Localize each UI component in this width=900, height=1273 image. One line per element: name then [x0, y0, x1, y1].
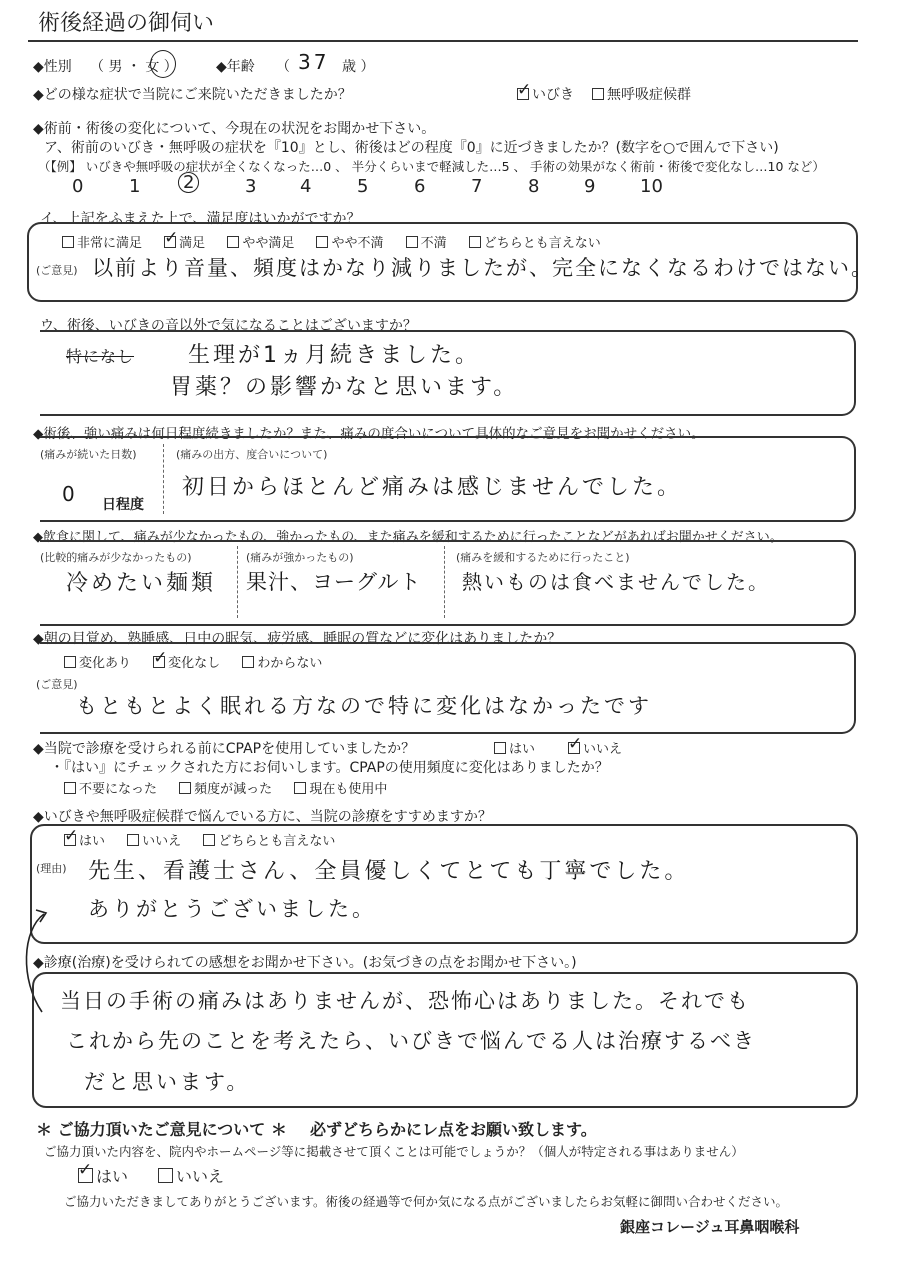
- title-underline: [28, 40, 858, 42]
- sleep-question: ◆朝の目覚め、熟睡感、日中の眠気、疲労感、睡眠の質などに変化はありましたか？: [33, 631, 562, 647]
- option-yes[interactable]: ✓はい: [64, 834, 105, 849]
- checkbox-checked[interactable]: [517, 88, 529, 100]
- scale-8[interactable]: 8: [528, 176, 540, 197]
- option-neither[interactable]: どちらとも言えない: [469, 236, 601, 251]
- scale-9[interactable]: 9: [584, 176, 596, 197]
- food-col1-label: (比較的痛みが少なかったもの): [40, 551, 192, 564]
- footer-note-1: ＊ ご協力頂いたご意見について ＊: [36, 1120, 287, 1139]
- change-example: （【例】 いびきや無呼吸の症状が全くなくなった…0 、 半分くらいまで軽減した…5 、 手術の効果がなく術前・術後で変化なし…10 など）: [38, 159, 825, 174]
- option-label: いびき: [532, 87, 574, 103]
- other-struck-text: 特になし: [66, 347, 135, 366]
- sleep-options: [64, 652, 340, 671]
- scale-1[interactable]: 1: [129, 176, 141, 197]
- option-neither[interactable]: どちらとも言えない: [203, 834, 335, 849]
- pain-degree-label: (痛みの出方、度合いについて): [176, 448, 328, 461]
- option-changed[interactable]: 変化あり: [64, 656, 131, 671]
- symptom-question: ◆どの様な症状で当院にご来院いただきましたか？: [33, 87, 352, 103]
- satisfaction-comment[interactable]: 以前より音量、頻度はかなり減りましたが、完全になくなるわけではない。: [92, 256, 874, 280]
- gender-circle-mark: [150, 50, 176, 78]
- footer-no[interactable]: いいえ: [158, 1164, 224, 1187]
- sleep-comment-label: (ご意見): [36, 678, 78, 691]
- footer-permission: ご協力頂いた内容を、院内やホームページ等に掲載させて頂くことは可能でしょうか？（個人が特定される事はありません）: [44, 1144, 744, 1159]
- food-col3-label: (痛みを緩和するために行ったこと): [456, 551, 630, 564]
- age-open: （: [276, 59, 290, 75]
- satisfaction-question: イ、上記をふまえた上で、満足度はいかがですか？: [40, 211, 361, 227]
- option-not-needed[interactable]: 不要になった: [64, 782, 157, 797]
- impression-question: ◆診療(治療)を受けられての感想をお聞かせ下さい。(お気づきの点をお聞かせ下さい。): [33, 955, 577, 971]
- cpap-subquestion: ・『はい』にチェックされた方にお伺いします。CPAPの使用頻度に変化はありましたか？: [50, 760, 609, 776]
- footer-yes[interactable]: ✓はい: [78, 1164, 128, 1187]
- option-still-using[interactable]: 現在も使用中: [294, 782, 387, 797]
- option-somewhat-satisfied[interactable]: やや満足: [227, 236, 294, 251]
- food-divider-1: [237, 546, 238, 618]
- scale-0[interactable]: 0: [72, 176, 84, 197]
- cpap-yes[interactable]: はい: [494, 738, 535, 757]
- recommend-question: ◆いびきや無呼吸症候群で悩んでいる方に、当院の診療をすすめますか？: [33, 809, 492, 825]
- pain-days-value[interactable]: 0: [62, 482, 78, 506]
- pain-days-label: (痛みが続いた日数): [40, 448, 137, 461]
- impression-line-3[interactable]: だと思います。: [84, 1070, 251, 1094]
- sleep-comment[interactable]: もともとよく眠れる方なので特に変化はなかったです: [76, 694, 652, 718]
- pain-days-unit: 日程度: [102, 497, 144, 513]
- change-scale: [72, 172, 692, 202]
- recommend-options: [64, 830, 353, 849]
- option-somewhat-dissatisfied[interactable]: やや不満: [316, 236, 383, 251]
- pain-degree-value[interactable]: 初日からほとんど痛みは感じませんでした。: [182, 475, 683, 500]
- pain-divider: [163, 444, 164, 514]
- food-question: ◆飲食に関して、痛みが少なかったもの、強かったもの、また痛みを緩和するために行ったことなどがあればお聞かせください。: [33, 530, 783, 545]
- change-subquestion: ア、術前のいびき・無呼吸の症状を『10』とし、術後はどの程度『0』に近づきましたか？(数字を○で囲んで下さい): [44, 140, 779, 156]
- footer-thanks: ご協力いただきましてありがとうございます。術後の経過等で何か気になる点がございましたらお気軽に御問い合わせください。: [64, 1194, 789, 1209]
- age-value: 37: [298, 50, 330, 74]
- clinic-name: 銀座コレージュ耳鼻咽喉科: [620, 1218, 800, 1236]
- option-very-satisfied[interactable]: 非常に満足: [62, 236, 142, 251]
- gender-options: （ 男 ・ 女 ）: [90, 59, 178, 75]
- option-unknown[interactable]: わからない: [242, 656, 322, 671]
- footer-note-2: 必ずどちらかにレ点をお願い致します。: [310, 1120, 597, 1139]
- food-col2-value[interactable]: 果汁、ヨーグルト: [246, 570, 422, 594]
- other-question: ウ、術後、いびきの音以外で気になることはございますか？: [40, 318, 417, 334]
- cpap-sub-options: [64, 778, 405, 797]
- food-divider-2: [444, 546, 445, 618]
- scale-6[interactable]: 6: [414, 176, 426, 197]
- scale-3[interactable]: 3: [245, 176, 257, 197]
- impression-line-1[interactable]: 当日の手術の痛みはありませんが、恐怖心はありました。それでも: [60, 989, 750, 1013]
- scale-7[interactable]: 7: [471, 176, 483, 197]
- change-question: ◆術前・術後の変化について、今現在の状況をお聞かせ下さい。: [33, 121, 436, 137]
- pain-question: ◆術後、強い痛みは何日程度続きましたか？また、痛みの度合いについて具体的なご意見をお聞かせください。: [33, 426, 705, 442]
- impression-line-2[interactable]: これから先のことを考えたら、いびきで悩んでる人は治療するべき: [66, 1029, 756, 1053]
- other-line-1[interactable]: 生理が1ヵ月続きました。: [188, 343, 480, 368]
- option-dissatisfied[interactable]: 不満: [406, 236, 447, 251]
- food-col1-value[interactable]: 冷めたい麺類: [66, 571, 217, 596]
- option-no[interactable]: いいえ: [127, 834, 181, 849]
- option-no-change[interactable]: ✓ 変化なし: [153, 656, 220, 671]
- gender-label: ◆性別: [33, 59, 72, 75]
- satisfaction-comment-label: (ご意見): [36, 264, 78, 277]
- symptom-option-apnea[interactable]: [592, 84, 691, 104]
- recommend-line-1[interactable]: 先生、看護士さん、全員優しくてとても丁寧でした。: [88, 859, 690, 884]
- food-col2-label: (痛みが強かったもの): [246, 551, 354, 564]
- page-title: 術後経過の御伺い: [38, 11, 215, 36]
- recommend-line-2[interactable]: ありがとうございました。: [88, 897, 376, 921]
- scale-2-selected[interactable]: 2: [178, 172, 199, 193]
- scale-10[interactable]: 10: [640, 176, 663, 197]
- option-less-frequent[interactable]: 頻度が減った: [179, 782, 272, 797]
- satisfaction-options: [62, 232, 619, 251]
- scale-5[interactable]: 5: [357, 176, 369, 197]
- other-line-2[interactable]: 胃薬？の影響かなと思います。: [170, 375, 519, 400]
- recommend-reason-label: (理由): [36, 862, 67, 875]
- symptom-option-snoring[interactable]: [517, 84, 574, 104]
- option-satisfied[interactable]: ✓ 満足: [164, 236, 205, 251]
- scale-4[interactable]: 4: [300, 176, 312, 197]
- food-col3-value[interactable]: 熱いものは食べませんでした。: [462, 570, 770, 594]
- age-label: ◆年齢: [216, 59, 255, 75]
- cpap-no[interactable]: ✓ いいえ: [568, 738, 622, 757]
- option-label: 無呼吸症候群: [607, 87, 691, 103]
- cpap-question: ◆当院で診療を受けられる前にCPAPを使用していましたか？: [33, 741, 416, 757]
- checkbox[interactable]: [592, 88, 604, 100]
- age-unit: 歳 ）: [342, 59, 375, 75]
